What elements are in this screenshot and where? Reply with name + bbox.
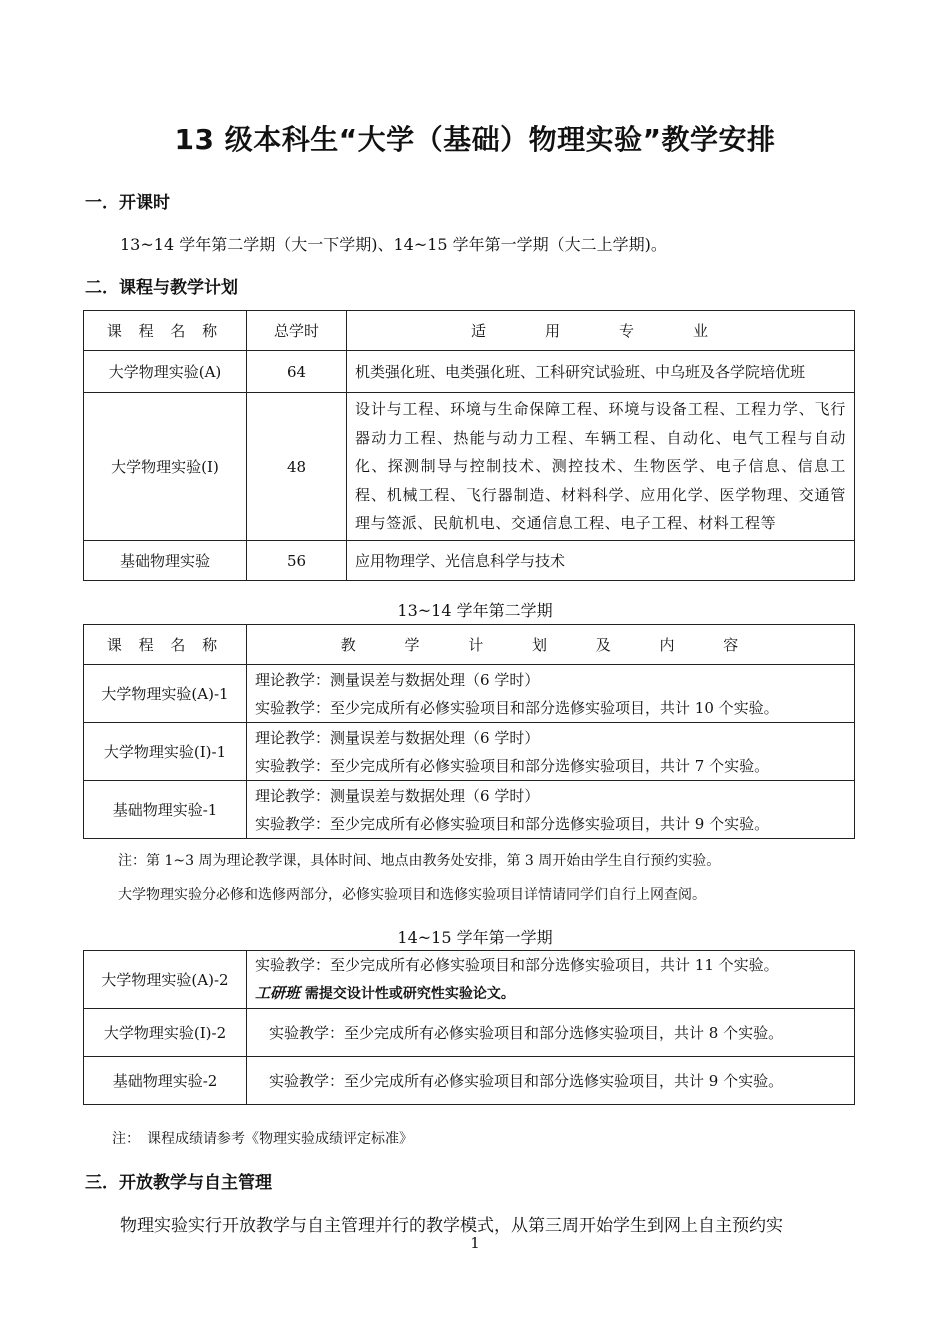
requirement-line [255, 979, 846, 1008]
section-heading-course-plan: 二．课程与教学计划 [85, 278, 238, 298]
document-title: 13 级本科生“大学（基础）物理实验”教学安排 [174, 123, 776, 156]
term2-caption: 14~15 学年第一学期 [397, 928, 553, 947]
course-name: 基础物理实验-1 [84, 781, 247, 839]
course-name: 大学物理实验(A)-2 [84, 951, 247, 1009]
experiment-line: 实验教学：至少完成所有必修实验项目和部分选修实验项目，共计 9 个实验。 [247, 1057, 855, 1105]
term2-plan-table [83, 950, 855, 1105]
course-majors: 设计与工程、环境与生命保障工程、环境与设备工程、工程力学、飞行器动力工程、热能与动力工程、车辆工程、自动化、电气工程与自动化、探测制导与控制技术、测控技术、生物医学、电子信息、信息工程、机械工程、飞行器制造、材料科学、应用化学、医学物理、交通管理与签派、民航机电、交通信息工程、电子工程、材料工程等 [347, 393, 855, 541]
schedule-text: 13~14 学年第二学期（大一下学期)、14~15 学年第一学期（大二上学期)。 [120, 235, 667, 254]
theory-line: 理论教学：测量误差与数据处理（6 学时） [255, 728, 540, 747]
header-course-name: 课 程 名 称 [84, 311, 247, 351]
course-name: 大学物理实验(I)-1 [84, 723, 247, 781]
course-name: 基础物理实验 [84, 541, 247, 581]
section-heading-schedule: 一．开课时 [85, 193, 170, 213]
course-name: 大学物理实验(A) [84, 351, 247, 393]
course-hours: 64 [247, 351, 347, 393]
course-name: 大学物理实验(A)-1 [84, 665, 247, 723]
table-row [84, 723, 855, 781]
term1-note-2: 大学物理实验分必修和选修两部分，必修实验项目和选修实验项目详情请同学们自行上网查阅。 [118, 887, 706, 903]
term2-note: 注： 课程成绩请参考《物理实验成绩评定标准》 [112, 1131, 413, 1147]
table-row [84, 1057, 855, 1105]
experiment-line: 实验教学：至少完成所有必修实验项目和部分选修实验项目，共计 10 个实验。 [255, 698, 779, 717]
table-row [84, 665, 855, 723]
table-row [84, 781, 855, 839]
table-row [84, 351, 855, 393]
plan-content [247, 781, 855, 839]
table-row [84, 393, 855, 541]
theory-line: 理论教学：测量误差与数据处理（6 学时） [255, 670, 540, 689]
term1-note-1: 注：第 1~3 周为理论教学课，具体时间、地点由教务处安排，第 3 周开始由学生自行预约实验。 [118, 853, 721, 869]
experiment-line: 实验教学：至少完成所有必修实验项目和部分选修实验项目，共计 8 个实验。 [247, 1009, 855, 1057]
table-row [84, 541, 855, 581]
table-header-row [84, 311, 855, 351]
experiment-line: 实验教学：至少完成所有必修实验项目和部分选修实验项目，共计 9 个实验。 [255, 814, 770, 833]
course-hours: 48 [247, 393, 347, 541]
emphasis-label: 工研班 [255, 984, 301, 1002]
table-header-row [84, 625, 855, 665]
header-course-name: 课 程 名 称 [84, 625, 247, 665]
course-majors: 机类强化班、电类强化班、工科研究试验班、中乌班及各学院培优班 [347, 351, 855, 393]
open-teaching-text: 物理实验实行开放教学与自主管理并行的教学模式，从第三周开始学生到网上自主预约实 [120, 1216, 783, 1236]
plan-content [247, 951, 855, 1009]
course-name: 大学物理实验(I)-2 [84, 1009, 247, 1057]
course-majors: 应用物理学、光信息科学与技术 [347, 541, 855, 581]
term1-caption: 13~14 学年第二学期 [397, 601, 553, 620]
emphasis-text: 需提交设计性或研究性实验论文。 [300, 986, 515, 1002]
course-name: 基础物理实验-2 [84, 1057, 247, 1105]
course-name: 大学物理实验(I) [84, 393, 247, 541]
table-row [84, 1009, 855, 1057]
table-row [84, 951, 855, 1009]
header-applicable-majors: 适 用 专 业 [347, 311, 855, 351]
course-hours: 56 [247, 541, 347, 581]
header-plan-content: 教 学 计 划 及 内 容 [247, 625, 855, 665]
experiment-line: 实验教学：至少完成所有必修实验项目和部分选修实验项目，共计 7 个实验。 [255, 756, 770, 775]
course-majors-table [83, 310, 855, 581]
section-heading-open-teaching: 三．开放教学与自主管理 [85, 1173, 272, 1193]
header-total-hours: 总学时 [247, 311, 347, 351]
plan-content [247, 723, 855, 781]
page-number: 1 [470, 1234, 480, 1252]
experiment-line: 实验教学：至少完成所有必修实验项目和部分选修实验项目，共计 11 个实验。 [255, 956, 779, 974]
term1-plan-table [83, 624, 855, 839]
plan-content [247, 665, 855, 723]
theory-line: 理论教学：测量误差与数据处理（6 学时） [255, 786, 540, 805]
